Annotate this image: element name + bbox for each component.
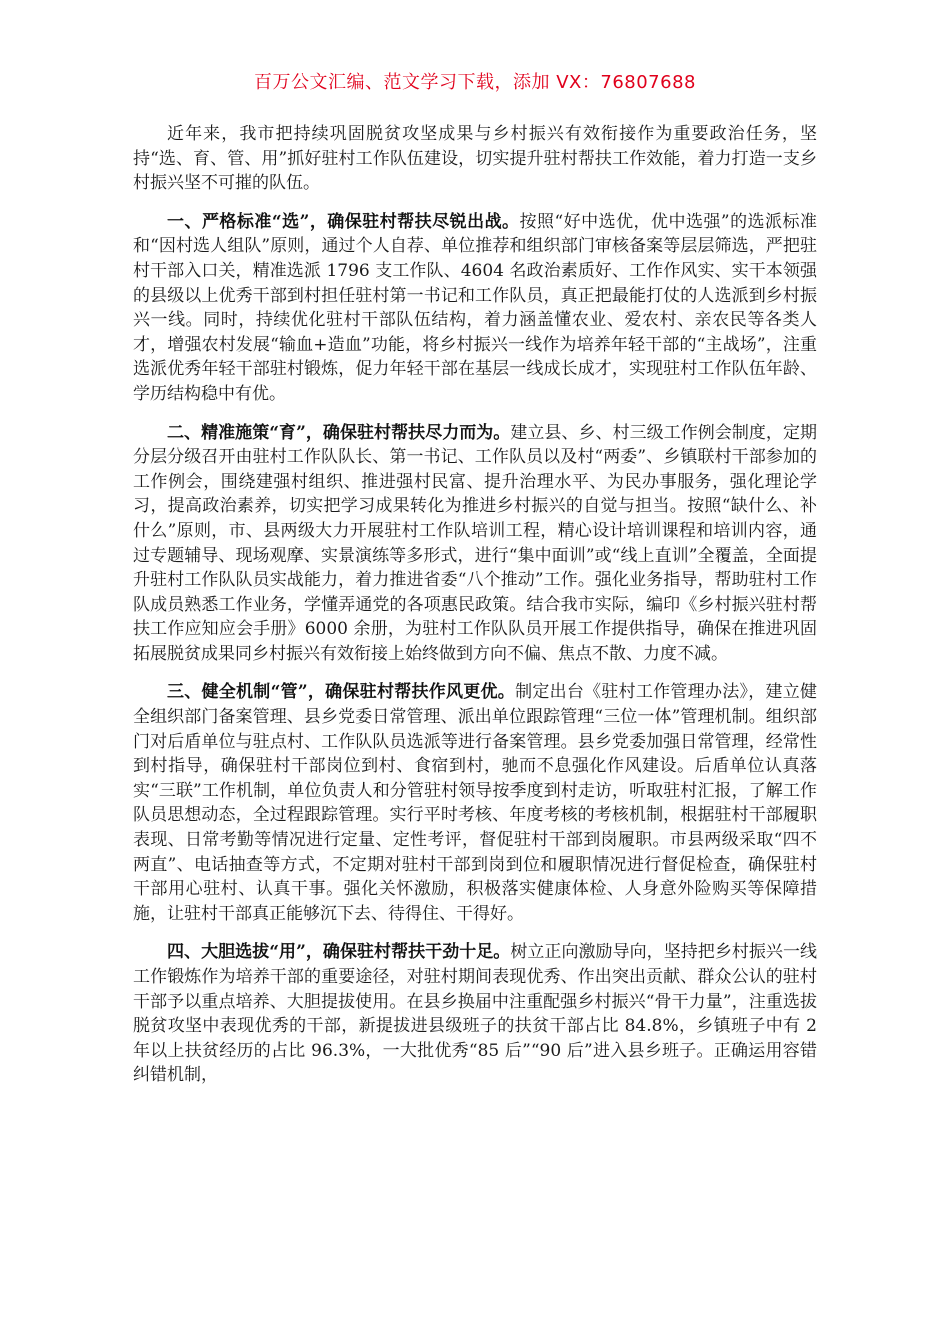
section-3-paragraph bbox=[133, 680, 817, 926]
section-3-heading: 三、健全机制“管”，确保驻村帮扶作风更优。 bbox=[167, 682, 516, 703]
section-2-text: 建立县、乡、村三级工作例会制度，定期分层分级召开由驻村工作队队长、第一书记、工作队员以及村“两委”、乡镇联村干部参加的工作例会，围绕建强村组织、推进强村民富、提升治理水平、为民办事服务，强化理论学习，提高政治素养，切实把学习成果转化为推进乡村振兴的自觉与担当。按照“缺什么、补什么”原则，市、县两级大力开展驻村工作队培训工程，精心设计培训课程和培训内容，通过专题辅导、现场观摩、实景演练等多形式，进行“集中面训”或“线上直训”全覆盖，全面提升驻村工作队队员实战能力，着力推进省委“八个推动”工作。强化业务指导，帮助驻村工作队成员熟悉工作业务，学懂弄通党的各项惠民政策。结合我市实际，编印《乡村振兴驻村帮扶工作应知应会手册》6000 余册，为驻村工作队队员开展工作提供指导，确保在推进巩固拓展脱贫成果同乡村振兴有效衔接上始终做到方向不偏、焦点不散、力度不减。 bbox=[133, 422, 818, 664]
section-3-text: 制定出台《驻村工作管理办法》，建立健全组织部门备案管理、县乡党委日常管理、派出单位跟踪管理“三位一体”管理机制。组织部门对后盾单位与驻点村、工作队队员选派等进行备案管理。县乡党委加强日常管理，经常性到村指导，确保驻村干部岗位到村、食宿到村，驰而不息强化作风建设。后盾单位认真落实“三联”工作机制，单位负责人和分管驻村领导按季度到村走访，听取驻村汇报，了解工作队员思想动态，全过程跟踪管理。实行平时考核、年度考核的考核机制，根据驻村干部履职表现、日常考勤等情况进行定量、定性考评，督促驻村干部到岗履职。市县两级采取“四不两直”、电话抽查等方式，不定期对驻村干部到岗到位和履职情况进行督促检查，确保驻村干部用心驻村、认真干事。强化关怀激励，积极落实健康体检、人身意外险购买等保障措施，让驻村干部真正能够沉下去、待得住、干得好。 bbox=[133, 682, 818, 924]
document-body bbox=[133, 122, 817, 1088]
section-1-paragraph bbox=[133, 210, 817, 407]
intro-paragraph: 近年来，我市把持续巩固脱贫攻坚成果与乡村振兴有效衔接作为重要政治任务，坚持“选、育、管、用”抓好驻村工作队伍建设，切实提升驻村帮扶工作效能，着力打造一支乡村振兴坚不可摧的队伍。 bbox=[133, 124, 817, 194]
section-1-heading: 一、严格标准“选”，确保驻村帮扶尽锐出战。 bbox=[167, 211, 520, 232]
section-1-text: 按照“好中选优，优中选强”的选派标准和“因村选人组队”原则，通过个人自荐、单位推荐和组织部门审核备案等层层筛选，严把驻村干部入口关，精准选派 1796 支工作队、4604 名政治素质好、工作作风实、实干本领强的县级以上优秀干部到村担任驻村第一书记和工作队员，真正把最能打仗的人选派到乡村振兴一线。同时，持续优化驻村干部队伍结构，着力涵盖懂农业、爱农村、亲农民等各类人才，增强农村发展“输血+造血”功能，将乡村振兴一线作为培养年轻干部的“主战场”，注重选派优秀年轻干部驻村锻炼，促力年轻干部在基层一线成长成才，实现驻村工作队伍年龄、学历结构稳中有优。 bbox=[133, 211, 817, 404]
promo-banner: 百万公文汇编、范文学习下载，添加 VX：76807688 bbox=[254, 72, 696, 93]
section-4-text: 树立正向激励导向，坚持把乡村振兴一线工作锻炼作为培养干部的重要途径，对驻村期间表现优秀、作出突出贡献、群众公认的驻村干部予以重点培养、大胆提拔使用。在县乡换届中注重配强乡村振兴“骨干力量”，注重选拔脱贫攻坚中表现优秀的干部，新提拔进县级班子的扶贫干部占比 84.8%，乡镇班子中有 2 年以上扶贫经历的占比 96.3%，一大批优秀“85 后”“90 后”进入县乡班子。正确运用容错纠错机制， bbox=[133, 942, 818, 1086]
section-2-heading: 二、精准施策“育”，确保驻村帮扶尽力而为。 bbox=[167, 422, 511, 443]
section-4-paragraph bbox=[133, 940, 817, 1088]
section-2-paragraph bbox=[133, 421, 817, 667]
section-4-heading: 四、大胆选拔“用”，确保驻村帮扶干劲十足。 bbox=[167, 942, 511, 963]
